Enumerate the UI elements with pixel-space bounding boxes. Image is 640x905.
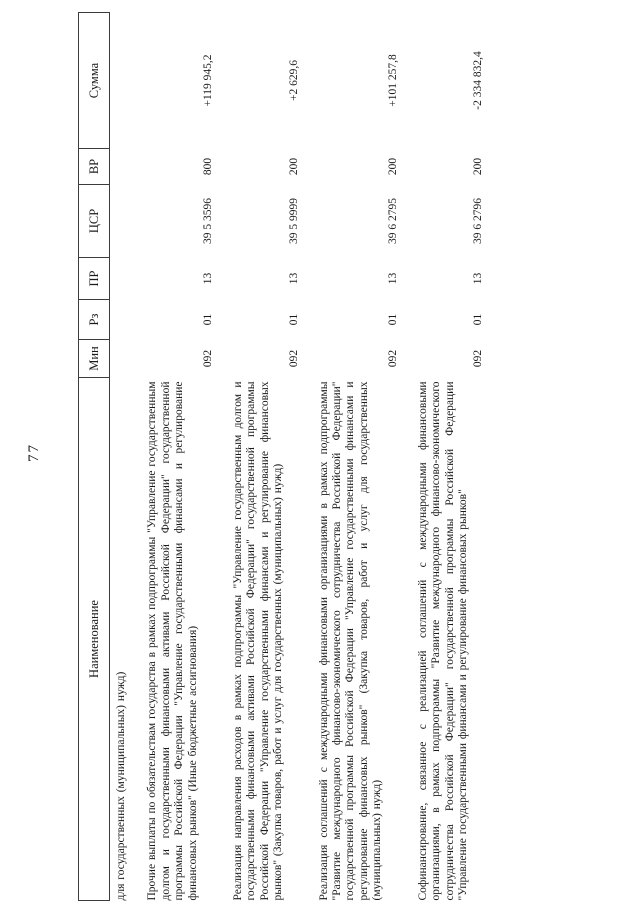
cell-summa: +101 257,8 [386, 54, 399, 107]
table-row [110, 13, 131, 901]
col-header-vr: ВР [79, 149, 110, 185]
cell-name: Софинансирование, связанное с реализацией соглашений с международными финансовыми организациями, в рамках подпрограммы "Развитие международного финансово-экономического сотрудничества Российской Федерации" государственной программы Российской Федерации "Управление государственными финансами и регулирование финансовых рынков" [416, 381, 469, 901]
page-number: 77 [26, 443, 42, 462]
table-row [216, 13, 302, 901]
cell-rz: 01 [202, 313, 215, 326]
col-header-pr: ПР [79, 258, 110, 300]
cell-min: 092 [386, 349, 399, 368]
col-header-summa: Сумма [79, 13, 110, 149]
cell-csr: 39 5 3596 [202, 198, 215, 244]
cell-summa: +2 629,6 [287, 60, 300, 101]
col-header-min: Мин [79, 340, 110, 378]
cell-csr [110, 185, 131, 258]
cell-min [110, 340, 131, 378]
cell-pr: 13 [472, 272, 485, 285]
table-header-row [79, 13, 110, 901]
col-header-naimenovanie: Наименование [79, 378, 110, 901]
cell-rz [110, 300, 131, 340]
budget-table [78, 12, 486, 901]
table-body [110, 13, 487, 901]
cell-vr [110, 149, 131, 185]
cell-csr: 39 6 2796 [472, 198, 485, 244]
cell-pr: 13 [386, 272, 399, 285]
cell-csr: 39 5 9999 [287, 198, 300, 244]
cell-name: для государственных (муниципальных) нужд) [115, 671, 127, 901]
cell-csr: 39 6 2795 [386, 198, 399, 244]
cell-pr [110, 258, 131, 300]
cell-vr: 200 [386, 157, 399, 176]
cell-pr: 13 [287, 272, 300, 285]
table-row [401, 13, 487, 901]
table-row [130, 13, 216, 901]
cell-min: 092 [202, 349, 215, 368]
cell-rz: 01 [287, 313, 300, 326]
cell-vr: 200 [287, 157, 300, 176]
col-header-rz: Рз [79, 300, 110, 340]
cell-name: Прочие выплаты по обязательствам государства в рамках подпрограммы "Управление государственным долгом и государственными финансовыми активами Российской Федерации" государственной программы Российской Федерации "Управление государственными финансами и регулирование финансовых рынков" (Иные бюджетные ассигнования) [146, 381, 199, 901]
cell-min: 092 [472, 349, 485, 368]
cell-vr: 200 [472, 157, 485, 176]
cell-summa [110, 13, 131, 149]
table-row [302, 13, 401, 901]
col-header-csr: ЦСР [79, 185, 110, 258]
cell-pr: 13 [202, 272, 215, 285]
cell-name: Реализация направления расходов в рамках подпрограммы "Управление государственным долгом и государственными финансовыми активами Российской Федерации" государственной программы Российской Федерации "Управление государственными финансами и регулирование финансовых рынков" (Закупка товаров, работ и услуг для государственных (муниципальных) нужд) [232, 381, 285, 901]
cell-min: 092 [287, 349, 300, 368]
cell-vr: 800 [202, 157, 215, 176]
cell-name: Реализация соглашений с международными финансовыми организациями в рамках подпрограммы "Развитие международного финансово-экономического сотрудничества Российской Федерации" государственной программы Российской Федерации "Управление государственными финансами и регулирование финансовых рынков" (Закупка товаров, работ и услуг для государственных (муниципальных) нужд) [317, 381, 384, 901]
cell-rz: 01 [472, 313, 485, 326]
cell-summa: +119 945,2 [202, 54, 215, 107]
cell-rz: 01 [386, 313, 399, 326]
cell-summa: -2 334 832,4 [472, 51, 485, 110]
